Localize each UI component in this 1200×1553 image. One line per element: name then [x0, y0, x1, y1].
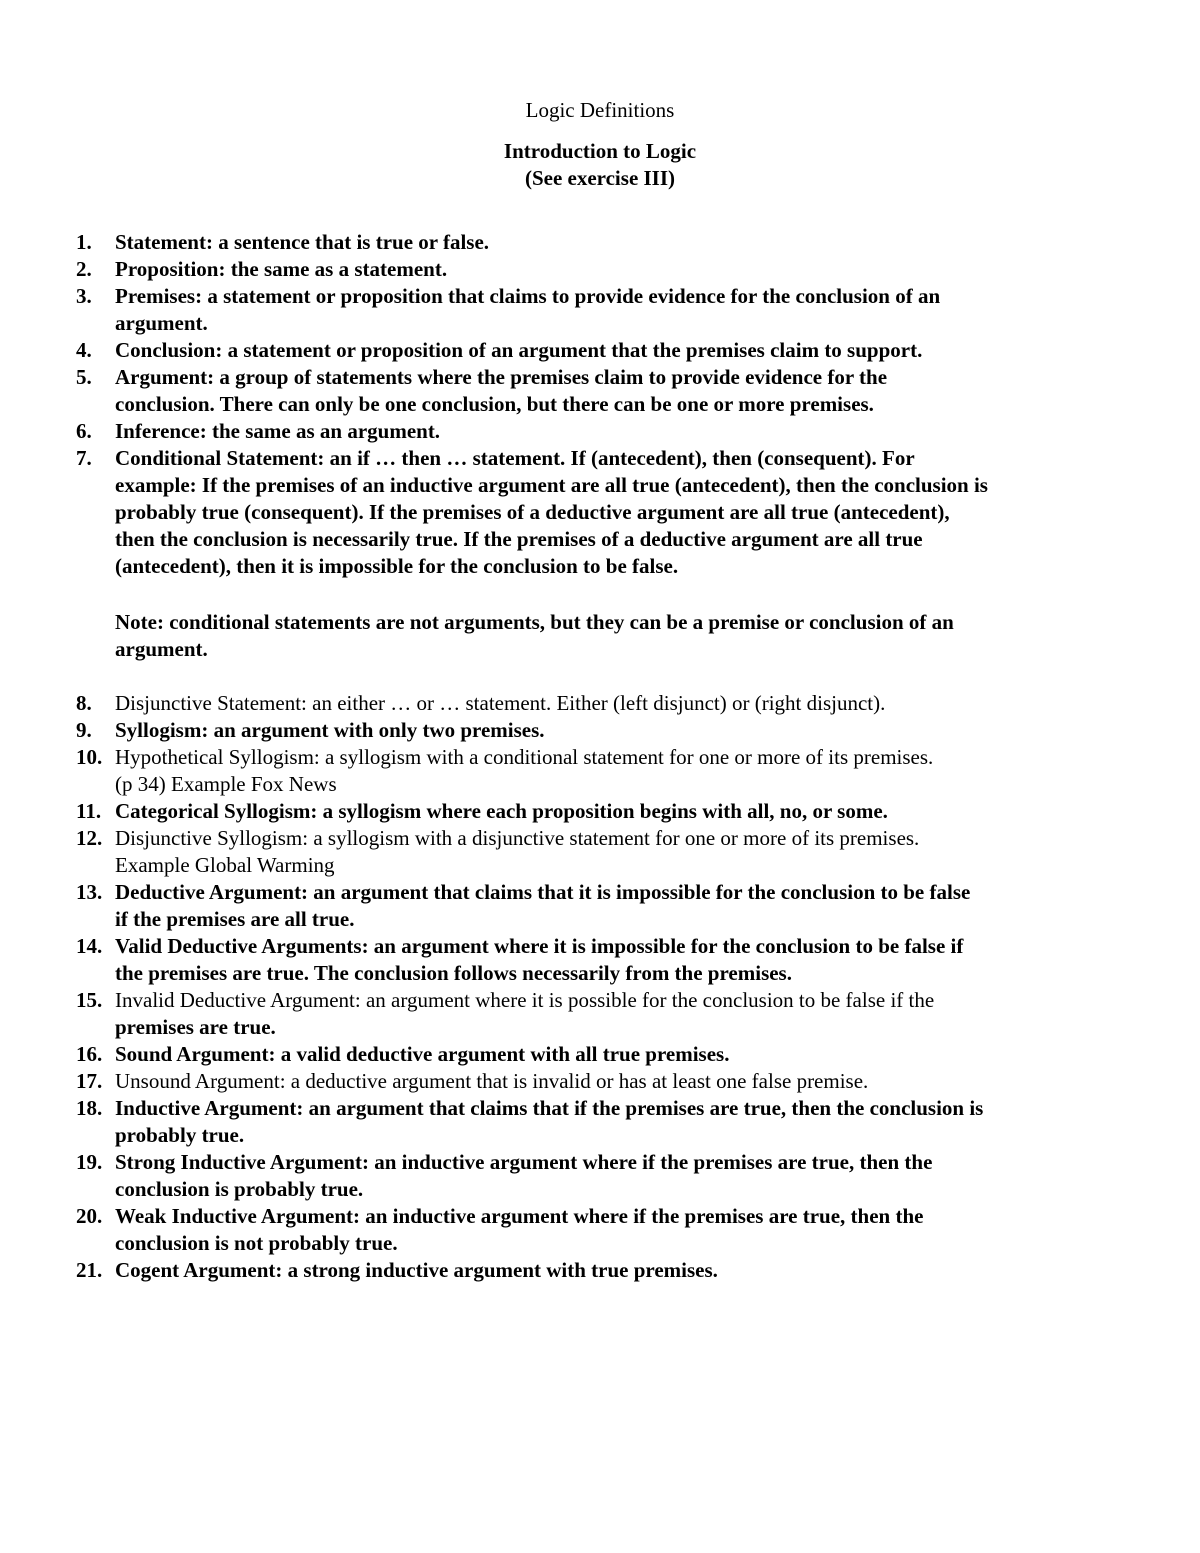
list-item-text — [115, 445, 1155, 580]
list-item-number: 18. — [76, 1096, 103, 1120]
list-item-number: 9. — [76, 718, 92, 742]
list-item-line: Invalid Deductive Argument: an argument where it is possible for the conclusion to be false if the — [115, 988, 935, 1012]
list-item-text — [115, 1068, 1155, 1095]
list-item-number: 6. — [76, 419, 92, 443]
document-title: Logic Definitions — [525, 98, 675, 122]
list-item-text — [115, 229, 1155, 256]
note-paragraph — [115, 609, 1155, 663]
list-item-line: Valid Deductive Arguments: an argument where it is impossible for the conclusion to be false if — [115, 934, 964, 958]
list-item-number: 21. — [76, 1258, 103, 1282]
list-item-line: probably true. — [115, 1123, 245, 1147]
list-item-line: Cogent Argument: a strong inductive argument with true premises. — [115, 1258, 718, 1282]
list-item-line: conclusion. There can only be one conclusion, but there can be one or more premises. — [115, 392, 874, 416]
list-item-line: Inductive Argument: an argument that claims that if the premises are true, then the conclusion is — [115, 1096, 984, 1120]
list-item-line: Syllogism: an argument with only two premises. — [115, 718, 545, 742]
list-item-number: 12. — [76, 826, 103, 850]
list-item-text — [115, 744, 1155, 798]
list-item-number: 1. — [76, 230, 92, 254]
list-item-number: 4. — [76, 338, 92, 362]
list-item-line: Statement: a sentence that is true or false. — [115, 230, 490, 254]
list-item-line: Deductive Argument: an argument that claims that it is impossible for the conclusion to be false — [115, 880, 971, 904]
list-item-line: premises are true. — [115, 1015, 276, 1039]
list-item-text — [115, 933, 1155, 987]
document-subnote: (See exercise III) — [524, 166, 676, 190]
list-item-line: Disjunctive Statement: an either … or … statement. Either (left disjunct) or (right disjunct). — [115, 691, 886, 715]
list-item-text — [115, 825, 1155, 879]
list-item-text — [115, 1257, 1155, 1284]
list-item-text — [115, 1203, 1155, 1257]
list-item-line: probably true (consequent). If the premises of a deductive argument are all true (antecedent), — [115, 500, 950, 524]
list-item-text — [115, 283, 1155, 337]
list-item-number: 3. — [76, 284, 92, 308]
list-item-line: Argument: a group of statements where the premises claim to provide evidence for the — [115, 365, 888, 389]
list-item-text — [115, 879, 1155, 933]
list-item-number: 13. — [76, 880, 103, 904]
list-item-line: Proposition: the same as a statement. — [115, 257, 448, 281]
note-line: argument. — [115, 637, 208, 661]
list-item-text — [115, 337, 1155, 364]
list-item-number: 10. — [76, 745, 103, 769]
list-item-line: (p 34) Example Fox News — [115, 772, 337, 796]
list-item-line: then the conclusion is necessarily true. If the premises of a deductive argument are all true — [115, 527, 923, 551]
list-item-line: Hypothetical Syllogism: a syllogism with a conditional statement for one or more of its premises. — [115, 745, 934, 769]
list-item-number: 17. — [76, 1069, 103, 1093]
list-item-number: 15. — [76, 988, 103, 1012]
list-item-line: argument. — [115, 311, 208, 335]
list-item-number: 2. — [76, 257, 92, 281]
list-item-line: conclusion is probably true. — [115, 1177, 364, 1201]
list-item-text — [115, 1095, 1155, 1149]
list-item-line: the premises are true. The conclusion follows necessarily from the premises. — [115, 961, 792, 985]
list-item-text — [115, 256, 1155, 283]
list-item-line: conclusion is not probably true. — [115, 1231, 398, 1255]
list-item-line: Example Global Warming — [115, 853, 335, 877]
list-item-line: Strong Inductive Argument: an inductive argument where if the premises are true, then the — [115, 1150, 933, 1174]
list-item-line: Conclusion: a statement or proposition of an argument that the premises claim to support. — [115, 338, 923, 362]
list-item-text — [115, 1149, 1155, 1203]
list-item-text — [115, 1041, 1155, 1068]
list-item-text — [115, 798, 1155, 825]
list-item-line: Weak Inductive Argument: an inductive argument where if the premises are true, then the — [115, 1204, 924, 1228]
list-item-number: 5. — [76, 365, 92, 389]
list-item-number: 19. — [76, 1150, 103, 1174]
list-item-line: Sound Argument: a valid deductive argument with all true premises. — [115, 1042, 730, 1066]
list-item-number: 7. — [76, 446, 92, 470]
list-item-number: 20. — [76, 1204, 103, 1228]
list-item-text — [115, 987, 1155, 1041]
note-line: Note: conditional statements are not arguments, but they can be a premise or conclusion of an — [115, 610, 954, 634]
document-subtitle: Introduction to Logic — [503, 139, 697, 163]
list-item-line: Categorical Syllogism: a syllogism where each proposition begins with all, no, or some. — [115, 799, 888, 823]
list-item-text — [115, 690, 1155, 717]
list-item-line: Unsound Argument: a deductive argument that is invalid or has at least one false premise. — [115, 1069, 869, 1093]
list-item-line: (antecedent), then it is impossible for the conclusion to be false. — [115, 554, 679, 578]
list-item-line: Inference: the same as an argument. — [115, 419, 441, 443]
list-item-line: Disjunctive Syllogism: a syllogism with a disjunctive statement for one or more of its premises. — [115, 826, 920, 850]
list-item-text — [115, 717, 1155, 744]
list-item-line: Conditional Statement: an if … then … statement. If (antecedent), then (consequent). For — [115, 446, 915, 470]
list-item-text — [115, 364, 1155, 418]
list-item-line: Premises: a statement or proposition that claims to provide evidence for the conclusion of an — [115, 284, 941, 308]
list-item-number: 16. — [76, 1042, 103, 1066]
list-item-text — [115, 418, 1155, 445]
list-item-line: example: If the premises of an inductive argument are all true (antecedent), then the conclusion is — [115, 473, 988, 497]
list-item-line: if the premises are all true. — [115, 907, 355, 931]
list-item-number: 11. — [76, 799, 102, 823]
list-item-number: 8. — [76, 691, 92, 715]
list-item-number: 14. — [76, 934, 103, 958]
